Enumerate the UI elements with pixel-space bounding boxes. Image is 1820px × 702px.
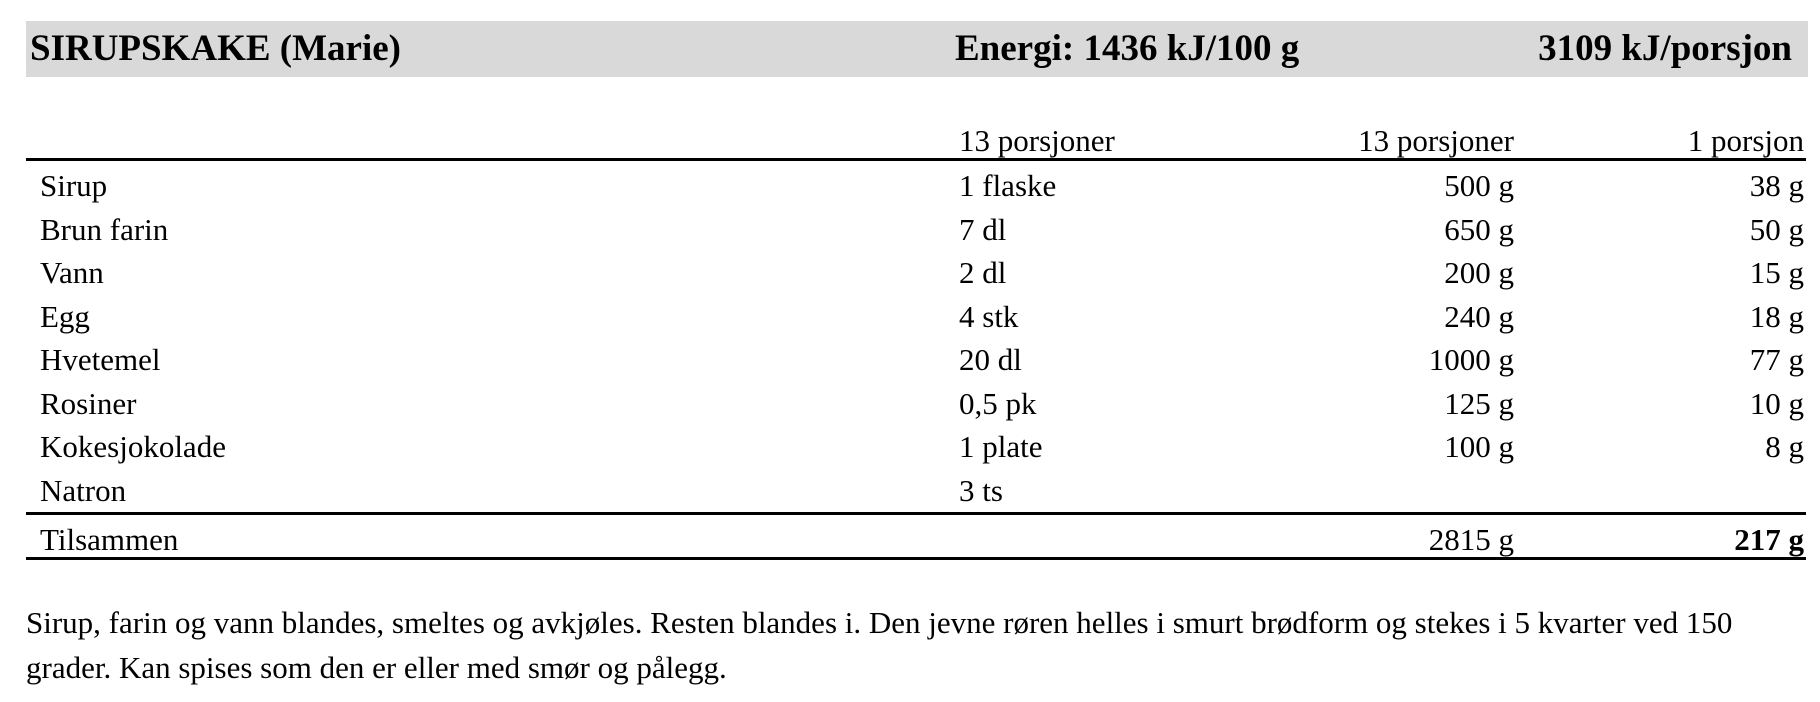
ingredient-name: Brun farin: [40, 211, 169, 247]
bottom-rule: [26, 557, 1806, 560]
ingredient-total: 125 g: [1444, 385, 1514, 421]
ingredient-total: 200 g: [1444, 255, 1514, 290]
ingredient-name: Hvetemel: [40, 342, 161, 377]
ingredient-measure: 2 dl: [959, 255, 1007, 290]
ingredient-row: [26, 251, 1806, 295]
ingredient-measure: 4 stk: [959, 298, 1019, 334]
energy-per-100g: Energi: 1436 kJ/100 g: [955, 28, 1300, 69]
ingredient-portion: 38 g: [1749, 168, 1804, 203]
total-portion: 217 g: [1734, 522, 1804, 557]
column-header-total: 13 porsjoner: [1358, 123, 1514, 158]
ingredient-measure: 1 flaske: [959, 168, 1057, 203]
ingredient-row: [26, 338, 1806, 382]
ingredient-row: [26, 469, 1806, 513]
ingredient-name: Rosiner: [40, 385, 137, 421]
column-header-row: [26, 119, 1806, 163]
ingredient-total: 100 g: [1444, 429, 1514, 464]
ingredient-total: 650 g: [1444, 211, 1514, 247]
total-rule: [26, 512, 1806, 515]
header-rule: [26, 158, 1806, 161]
recipe-title: SIRUPSKAKE (Marie): [30, 28, 401, 69]
ingredient-total: 500 g: [1444, 168, 1514, 203]
total-label: Tilsammen: [40, 522, 179, 557]
ingredient-measure: 7 dl: [959, 211, 1007, 247]
ingredient-portion: 50 g: [1749, 211, 1804, 247]
ingredient-name: Natron: [40, 472, 127, 508]
ingredient-name: Vann: [40, 255, 104, 290]
ingredient-name: Sirup: [40, 168, 108, 203]
instructions: Sirup, farin og vann blandes, smeltes og avkjøles. Resten blandes i. Den jevne røren helles i smurt brødform og stekes i 5 kvarter ved 150 grader. Kan spises som den er eller med smør og pålegg.: [26, 605, 1733, 685]
ingredient-portion: 77 g: [1749, 342, 1804, 377]
ingredient-portion: 15 g: [1749, 255, 1804, 290]
column-header-portion: 1 porsjon: [1687, 123, 1804, 158]
ingredient-portion: 18 g: [1749, 298, 1804, 334]
ingredient-total: 1000 g: [1428, 342, 1514, 377]
ingredient-row: [26, 164, 1806, 208]
energy-per-portion: 3109 kJ/porsjon: [1538, 28, 1792, 69]
ingredient-total: 240 g: [1444, 298, 1514, 334]
ingredient-portion: 10 g: [1749, 385, 1804, 421]
column-header-measure: 13 porsjoner: [959, 123, 1115, 158]
total-row: [26, 518, 1806, 562]
ingredient-measure: 3 ts: [959, 472, 1003, 508]
ingredient-row: [26, 208, 1806, 252]
ingredient-row: [26, 425, 1806, 469]
ingredient-measure: 0,5 pk: [959, 385, 1037, 421]
ingredient-name: Kokesjokolade: [40, 429, 226, 464]
ingredient-name: Egg: [40, 298, 90, 334]
ingredient-row: [26, 295, 1806, 339]
ingredient-portion: 8 g: [1765, 429, 1804, 464]
total-weight: 2815 g: [1428, 522, 1514, 557]
ingredient-measure: 1 plate: [959, 429, 1043, 464]
ingredient-measure: 20 dl: [959, 342, 1022, 377]
ingredient-row: [26, 382, 1806, 426]
